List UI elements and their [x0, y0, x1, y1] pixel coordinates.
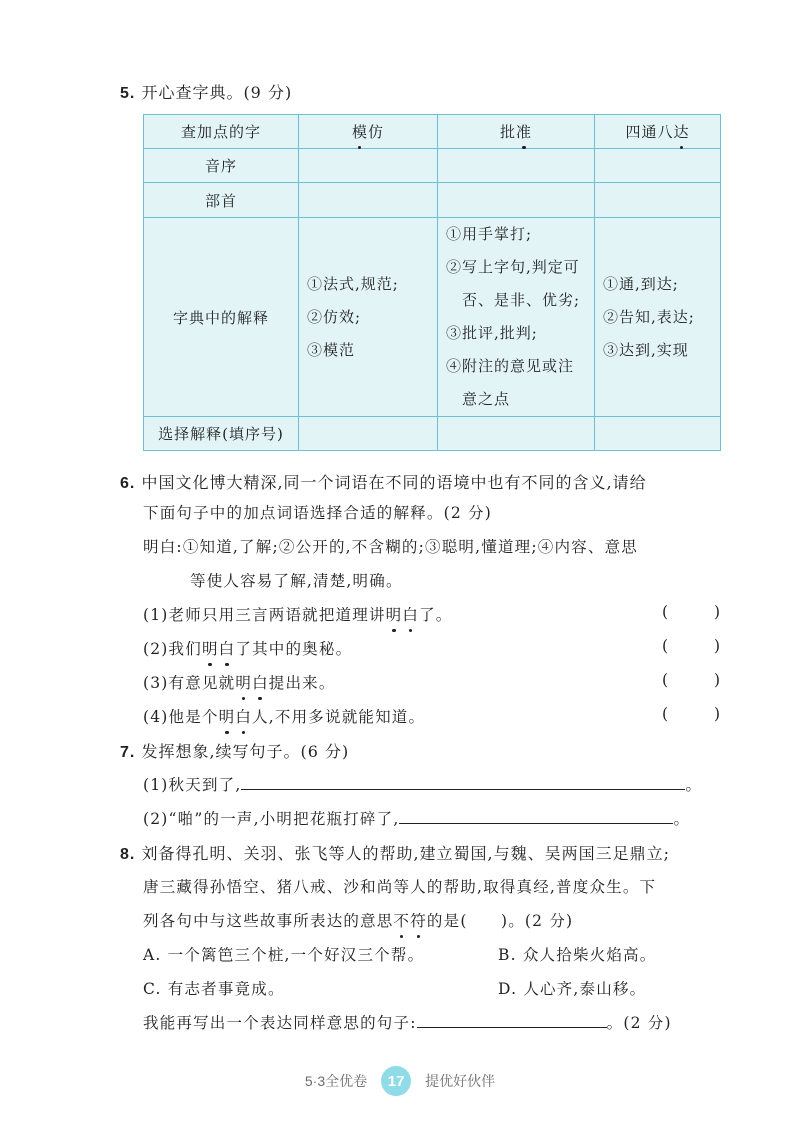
dotted-char: 白 — [219, 637, 236, 659]
col2-explanations — [438, 218, 595, 417]
dotted-char: 明 — [219, 705, 236, 727]
answer-paren[interactable]: ( ) — [662, 705, 720, 723]
table-row-jieshi — [144, 218, 721, 417]
dotted-char: 明 — [202, 637, 219, 659]
row-label-jieshi: 字典中的解释 — [144, 218, 299, 417]
table-row-bushou — [144, 183, 721, 218]
q7-item-1: (1)秋天到了, 。 — [143, 776, 703, 794]
dotted-char: 符 — [410, 909, 427, 931]
q5-title: 开心查字典。(9 分) — [141, 83, 293, 102]
table-row-xuanze — [144, 417, 721, 451]
header-word-3: 四通八达 — [595, 115, 721, 149]
q6-item-2: (2)我们明白了其中的奥秘。 — [143, 637, 352, 659]
q8-line2: 唐三藏得孙悟空、猪八戒、沙和尚等人的帮助,取得真经,普度众生。下 — [143, 878, 657, 896]
fill-in-blank[interactable] — [399, 823, 673, 824]
answer-cell[interactable] — [595, 149, 721, 183]
explanation-line: ①法式,规范; — [307, 274, 399, 293]
table-header-row — [144, 115, 721, 149]
row-label-bushou: 部首 — [144, 183, 299, 218]
explanation-line: ②仿效; — [307, 307, 362, 326]
col3-explanations — [595, 218, 721, 417]
table-row-yinxu — [144, 149, 721, 183]
footer-brand: 5·3全优卷 — [304, 1073, 368, 1089]
explanation-line: ①通,到达; — [603, 274, 679, 293]
explanation-line: ②告知,表达; — [603, 307, 695, 326]
q8-line3: 列各句中与这些故事所表达的意思不符的是( )。(2 分) — [143, 909, 573, 931]
q7-item-2: (2)“啪”的一声,小明把花瓶打碎了, 。 — [143, 810, 691, 828]
dotted-word — [219, 708, 252, 726]
q7-heading — [120, 739, 349, 762]
q7-title: 发挥想象,续写句子。(6 分) — [141, 742, 350, 761]
answer-cell[interactable] — [595, 183, 721, 218]
dotted-char: 准 — [516, 123, 533, 141]
fill-in-blank[interactable] — [417, 1027, 607, 1028]
q8-option-a[interactable]: A. 一个篱笆三个桩,一个好汉三个帮。 — [143, 946, 425, 964]
explanation-line: ③模范 — [307, 340, 356, 359]
q6-number: 6. — [120, 475, 136, 492]
dotted-char: 白 — [235, 705, 252, 727]
dotted-word — [386, 606, 419, 624]
q6-item-1: (1)老师只用三言两语就把道理讲明白了。 — [143, 603, 452, 625]
answer-cell[interactable] — [595, 417, 721, 451]
q6-definition-1: 明白:①知道,了解;②公开的,不含糊的;③聪明,懂道理;④内容、意思 — [143, 538, 638, 556]
dotted-char: 明 — [386, 603, 403, 625]
footer-slogan: 提优好伙伴 — [425, 1073, 496, 1089]
explanation-line: ③达到,实现 — [603, 340, 689, 359]
dotted-word — [202, 640, 235, 658]
q8-option-c[interactable]: C. 有志者事竟成。 — [143, 980, 285, 998]
dotted-char: 白 — [402, 603, 419, 625]
q5-heading — [120, 80, 292, 103]
explanation-line: 否、是非、优劣; — [462, 291, 581, 309]
q6-item-3: (3)有意见就明白提出来。 — [143, 671, 336, 693]
header-word-1: 模仿 — [299, 115, 438, 149]
explanation-line: ③批评,批判; — [446, 324, 538, 342]
answer-cell[interactable] — [299, 183, 438, 218]
row-label-yinxu: 音序 — [144, 149, 299, 183]
header-label: 查加点的字 — [144, 115, 299, 149]
dotted-char: 不 — [394, 909, 411, 931]
q6-definition-2: 等使人容易了解,清楚,明确。 — [190, 572, 403, 590]
explanation-line: ②写上字句,判定可 — [446, 258, 580, 276]
explanation-line: 意之点 — [462, 390, 511, 408]
q8-option-b[interactable]: B. 众人拾柴火焰高。 — [498, 946, 657, 964]
col1-explanations — [299, 218, 438, 417]
explanation-line: ④附注的意见或注 — [446, 357, 575, 375]
page-number-badge: 17 — [381, 1066, 411, 1096]
q6-heading — [120, 470, 647, 493]
answer-cell[interactable] — [438, 149, 595, 183]
header-word-2: 批准 — [438, 115, 595, 149]
q8-number: 8. — [120, 846, 136, 863]
q6-line2: 下面句子中的加点词语选择合适的解释。(2 分) — [143, 504, 492, 522]
q8-heading — [120, 841, 670, 864]
answer-cell[interactable] — [299, 149, 438, 183]
dotted-char: 白 — [252, 671, 269, 693]
answer-cell[interactable] — [438, 183, 595, 218]
q5-number: 5. — [120, 85, 136, 102]
answer-cell[interactable] — [438, 417, 595, 451]
answer-paren[interactable]: ( ) — [662, 671, 720, 689]
fill-in-blank[interactable] — [241, 789, 685, 790]
answer-cell[interactable] — [299, 417, 438, 451]
dotted-char: 明 — [235, 671, 252, 693]
dictionary-table — [143, 114, 721, 451]
row-label-xuanze: 选择解释(填序号) — [144, 417, 299, 451]
dotted-word — [235, 674, 268, 692]
q8-line1: 刘备得孔明、关羽、张飞等人的帮助,建立蜀国,与魏、吴两国三足鼎立; — [141, 844, 671, 863]
dotted-char: 达 — [673, 123, 690, 141]
answer-paren[interactable]: ( ) — [662, 603, 720, 621]
answer-paren[interactable]: ( ) — [662, 637, 720, 655]
q6-item-4: (4)他是个明白人,不用多说就能知道。 — [143, 705, 425, 727]
q8-extra: 我能再写出一个表达同样意思的句子: 。(2 分) — [143, 1014, 672, 1032]
q6-line1: 中国文化博大精深,同一个词语在不同的语境中也有不同的含义,请给 — [141, 473, 647, 492]
dotted-char: 模 — [351, 123, 368, 141]
page-footer — [0, 1066, 800, 1096]
explanation-line: ①用手掌打; — [446, 225, 533, 243]
q8-option-d[interactable]: D. 人心齐,泰山移。 — [498, 980, 647, 998]
q7-number: 7. — [120, 744, 136, 761]
dotted-word — [394, 912, 427, 930]
